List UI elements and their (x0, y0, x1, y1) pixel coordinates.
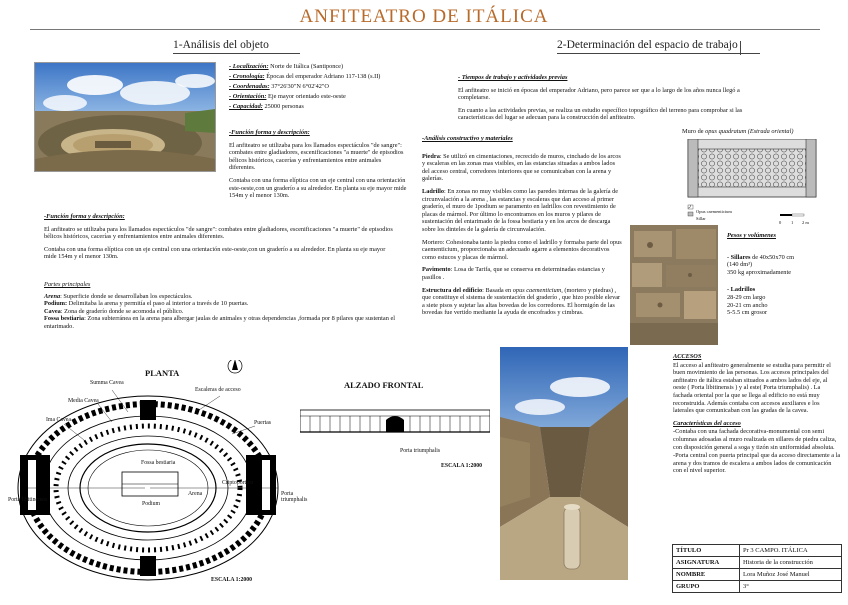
info-row: TÍTULO Pr 3 CAMPO. ITÁLICA (673, 545, 842, 557)
facts-list (229, 63, 419, 113)
amphitheatre-photo (34, 62, 216, 172)
section-underline (173, 53, 300, 54)
corridor-photo (500, 347, 628, 580)
planta-label: Criptopórtico (222, 480, 254, 486)
planta-label: Summa Cavea (90, 380, 124, 386)
fact-row: - Orientación: Eje mayor orientado este-oeste (229, 92, 346, 100)
info-row: GRUPO 3° (673, 581, 842, 593)
info-table (672, 544, 842, 593)
muro-scale: 2 m (802, 220, 809, 225)
section-title-espacio: 2-Determinación del espacio de trabajo (557, 39, 738, 51)
fact-row: - Capacidad: 25000 personas (229, 102, 304, 110)
info-row: NOMBRE Lora Muñoz José Manuel (673, 569, 842, 581)
partes-item: Cavea: Zona de graderío donde se acomoda el público. (44, 307, 184, 315)
muro-scale: 1 (791, 220, 794, 225)
partes-item: Podium: Delimitaba la arena y permitía el paso al interior a través de 10 puertas. (44, 300, 249, 308)
alzado-label: Porta triumphalis (400, 448, 441, 454)
planta-label: Podium (142, 501, 161, 507)
planta-label: Ima Cavea (46, 417, 71, 423)
planta-label: Puertas (254, 420, 272, 426)
partes-item: Arena: Superficie donde se desarrollaban los espectáculos. (44, 292, 193, 300)
alzado-scale: ESCALA 1:2000 (441, 463, 483, 469)
muro-legend: Opus caementicium (696, 209, 732, 214)
planta-label: Media Cavea (68, 398, 99, 404)
partes-item: Fossa bestiaria: Zona subterránea en la arena para albergar jaulas de animales y otras dependencias ,formada por 8 pilares que sustentan el entarimado. (44, 315, 395, 330)
planta-drawing (0, 360, 308, 600)
alzado-drawing (300, 380, 490, 490)
planta-label: Escaleras de acceso (195, 387, 241, 393)
fact-row: - Coordenadas: 37°26'30"N 6°02'42"O (229, 82, 329, 90)
section-title-analisis: 1-Análisis del objeto (173, 39, 269, 51)
info-row: ASIGNATURA Historia de la construcción (673, 557, 842, 569)
muro-legend: Sillar (696, 216, 706, 221)
page-title: ANFITEATRO DE ITÁLICA (299, 6, 549, 27)
funcion-block-small: -Función forma y descripción: El anfiteatro se utilizaba para los llamados espectáculos "de sangre": combates entre gladiadores, escenificaciones "a muerte" de episodios bélicos históricos, cacerías y enfrentamientos entre animales diferentes. Contaba con una forma elíptica con un eje central con una orientación este-oeste,con un graderío a su alrededor. En planta su eje mayor mide 154m y el menor 130m. (229, 129, 407, 200)
planta-title: PLANTA (145, 368, 180, 378)
fact-row: - Cronología: Épocas del emperador Adriano 117-138 (s.II) (229, 72, 381, 80)
divider-tick (740, 41, 741, 55)
funcion-block-wide: -Función forma y descripción: El anfiteatro se utilizaba para los llamados espectáculos "de sangre": combates entre gladiadores, escenificaciones "a muerte" de episodios bélicos históricos, cacerías y enfrentamientos entre animales diferentes. Contaba con una forma elíptica con un eje central con una orientación este-oeste,con un graderío a su alrededor. En planta su eje mayor mide 154m y el menor 130m. (44, 213, 393, 261)
tiempos-block: - Tiempos de trabajo y actividades previas El anfiteatro se inició en épocas del emperador Adriano, pero parece ser que a lo largo de los años nunca llegó a completarse. En cuanto a las actividades previas, se realiza un estudio específico topográfico del terreno para comprobar si las características del lugar se adecuan para la construcción del anfiteatro. (458, 74, 743, 122)
title-divider (30, 29, 820, 30)
alzado-title: ALZADO FRONTAL (344, 380, 424, 390)
planta-label: Porta libitinensis (8, 497, 48, 503)
accesos-block: ACCESOS El acceso al anfiteatro generalmente se estudia para permitir el buen movimiento de las personas. Los accesos principales del anfiteatro de itálica estaban situados a ambos lados del eje, al oeste ( Porta libitinensis ) y al este( Porta triumphalis) . La fachada oriental por la que se llega al edificio no está muy reconstruida. Además contaba con accesos auxiliares e los laterales que comunicaban con las gradas de la cavea. Características del acceso -Contaba con una fachada decorativa-monumental con semi columnas adosadas al muro realizada en sillares de piedra caliza, con disposición general a soga y tizón sin uniformidad absoluta. -Porta central con puerta principal que da acceso directamente a la arena y dos tramos de escalera a ambos lados de comunicación con el nivel superior. (673, 353, 841, 475)
planta-label: Arena (188, 491, 203, 497)
partes-block: Partes principales Arena: Superficie donde se desarrollaban los espectáculos. Podium: Delimitaba la arena y permitía el paso al interior a través de 10 puertas. Cavea: Zona de graderío donde se acomoda el público. Fossa bestiaria: Zona subterránea en la arena para albergar jaulas de animales y otras dependencias ,formada por 8 pilares que sustentan el entarimado. (44, 281, 395, 330)
section-underline (557, 53, 760, 54)
planta-scale: ESCALA 1:2000 (211, 577, 253, 583)
planta-label: Fossa bestiaria (141, 460, 176, 466)
planta-label: Porta triumphalis (281, 491, 308, 503)
pesos-block: Pesos y volúmenes - Sillares de 40x50x70 cm (140 dm³) 350 kg aproximadamente - Ladrillos 28-29 cm largo 20-21 cm ancho 5-5.5 cm grosor (727, 232, 795, 317)
constructivo-block: -Análisis constructivo y materiales Piedra: Se utilizó en cimentaciones, recrecido de muros, cinchado de los arcos y escaleras en las zonas mas visibles, en las estancias situadas a ambos lados del acceso central, corredores interiores que se comunicaban con la arena y galerías. Ladrillo: En zonas no muy visibles como las paredes internas de la galería de circunvalación a la arena , las estancias y escaleras que dan acceso al primer graderío, el muro de 1podium se paramento en ladrillos con revestimiento de placas de mármol. Por último lo encontramos en los muros y pilares de sustentación del entarimado de la fossa bestiaria y en los arcos de descarga sobre los dinteles de la galería de circunvalación. Mortero: Cohesionaba tanto la piedra como el ladrillo y formaba parte del opus caementicium, proporcionaba un adecuado agarre a elementos decorativos como estucos y placas de mármol. Pavimento: Losa de Tarifa, que se conserva en determinadas estancias y pasillos . Estructura del edificio: Basada en opus caementicium, (mortero y piedras) , que constituye el sistema de sustentación del graderío , que hizo posible elevar a siete pisos y sujetar las altas bovedas de los corredores. El hormigón de las bovedas fue vertido mediante la ayuda de encofrados y cimbras. (422, 135, 622, 317)
muro-scale: 0 (779, 220, 782, 225)
muro-diagram: Muro de opus quadratum (Estrada oriental) Opus caementicium Sillar 0 1 2 m (660, 128, 840, 229)
wall-photo (630, 225, 718, 345)
fact-row: - Localización: Norte de Itálica (Santiponce) (229, 63, 344, 70)
